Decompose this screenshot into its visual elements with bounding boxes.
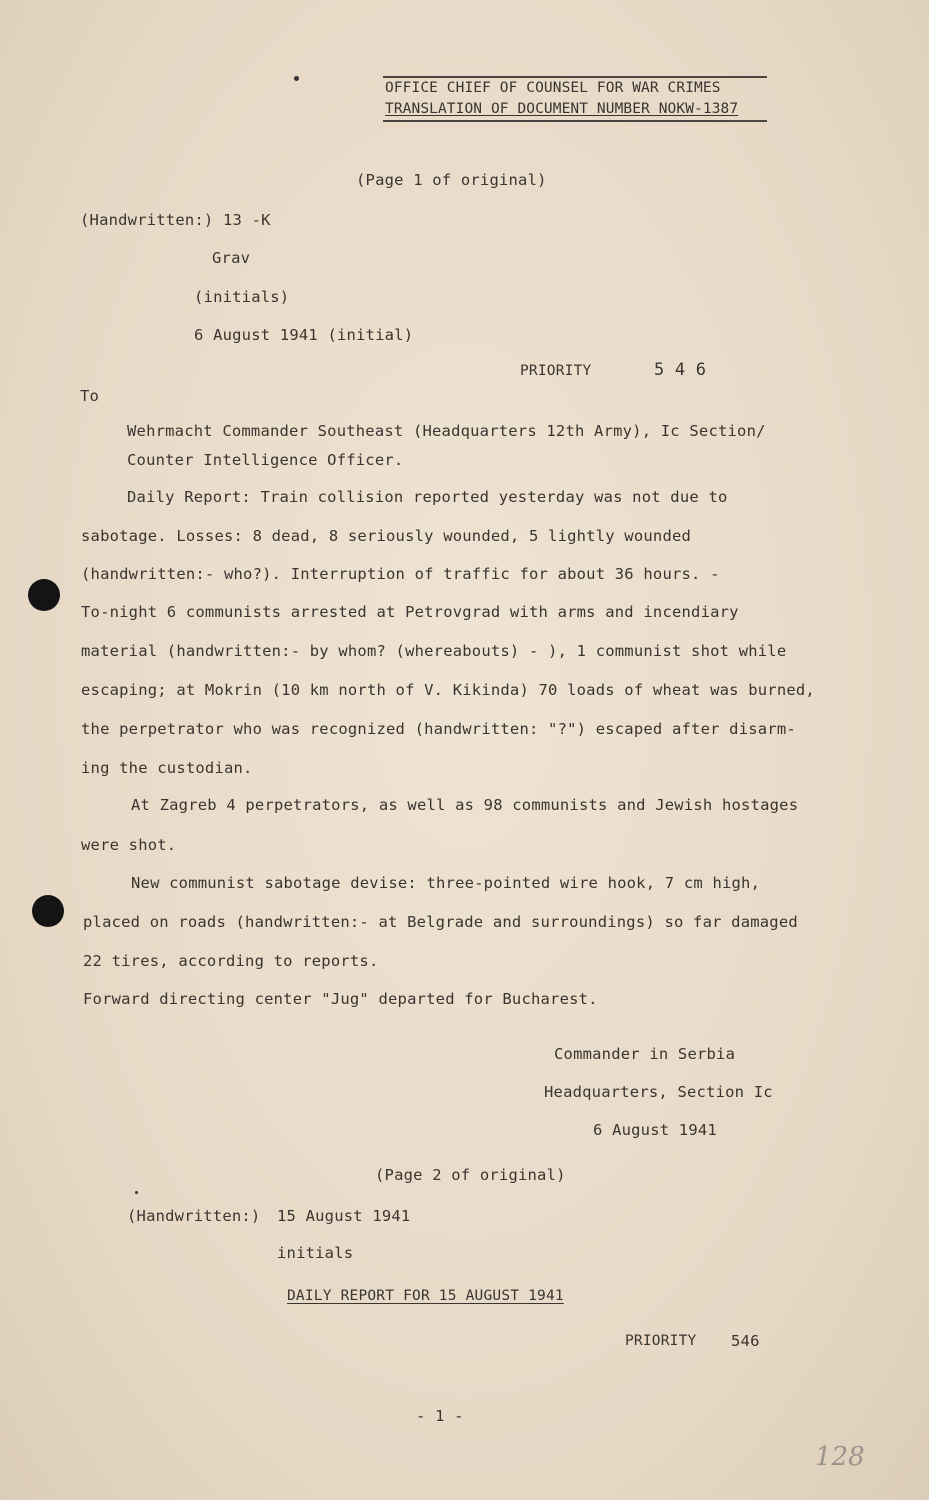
page-2-initials: initials — [277, 1244, 354, 1262]
ink-speck-2 — [135, 1191, 138, 1194]
page-2-label: (Page 2 of original) — [375, 1166, 566, 1184]
priority-value: 5 4 6 — [654, 360, 707, 380]
report-line-1: Daily Report: Train collision reported yesterday was not due to — [127, 488, 728, 506]
punch-hole-bottom — [32, 895, 64, 927]
page-1-label: (Page 1 of original) — [356, 171, 547, 189]
zagreb-line-1: At Zagreb 4 perpetrators, as well as 98 communists and Jewish hostages — [131, 796, 799, 814]
report-line-6: escaping; at Mokrin (10 km north of V. Kikinda) 70 loads of wheat was burned, — [81, 681, 815, 699]
zagreb-line-2: were shot. — [81, 836, 177, 854]
page-2-handwritten-date: 15 August 1941 — [277, 1207, 411, 1225]
page-2-priority-label: PRIORITY — [625, 1333, 697, 1349]
punch-hole-top — [28, 579, 60, 611]
addressee-line-2: Counter Intelligence Officer. — [127, 451, 404, 469]
sabotage-line-1: New communist sabotage devise: three-pointed wire hook, 7 cm high, — [131, 874, 761, 892]
initials-note: (initials) — [194, 288, 290, 306]
priority-label: PRIORITY — [520, 363, 592, 379]
handwritten-note: (Handwritten:) 13 -K — [80, 211, 271, 229]
to-label: To — [80, 387, 100, 405]
sabotage-line-2: placed on roads (handwritten:- at Belgrade and surroundings) so far damaged — [83, 913, 798, 931]
signature-date: 6 August 1941 — [593, 1121, 717, 1139]
forward-center-line: Forward directing center "Jug" departed for Bucharest. — [83, 990, 598, 1008]
addressee-line-1: Wehrmacht Commander Southeast (Headquarters 12th Army), Ic Section/ — [127, 422, 766, 440]
signature-line-1: Commander in Serbia — [554, 1045, 736, 1063]
pencil-page-number: 128 — [815, 1442, 865, 1472]
signature-line-2: Headquarters, Section Ic — [544, 1083, 773, 1101]
report-line-4: To-night 6 communists arrested at Petrovgrad with arms and incendiary — [81, 603, 739, 621]
report-line-7: the perpetrator who was recognized (handwritten: "?") escaped after disarm- — [81, 720, 796, 738]
date-initial-note: 6 August 1941 (initial) — [194, 326, 414, 344]
page-2-handwritten-label: (Handwritten:) — [127, 1207, 261, 1225]
ink-speck — [294, 76, 299, 81]
page-2-priority-value: 546 — [731, 1332, 760, 1350]
report-line-5: material (handwritten:- by whom? (whereabouts) - ), 1 communist shot while — [81, 642, 787, 660]
report-line-8: ing the custodian. — [81, 759, 253, 777]
page-number: - 1 - — [416, 1407, 464, 1425]
header-line-2: TRANSLATION OF DOCUMENT NUMBER NOKW-1387 — [385, 101, 739, 117]
report-line-3: (handwritten:- who?). Interruption of traffic for about 36 hours. - — [81, 565, 720, 583]
grav-note: Grav — [212, 249, 251, 267]
office-header — [383, 76, 767, 122]
report-line-2: sabotage. Losses: 8 dead, 8 seriously wounded, 5 lightly wounded — [81, 527, 692, 545]
daily-report-title: DAILY REPORT FOR 15 AUGUST 1941 — [287, 1288, 564, 1304]
sabotage-line-3: 22 tires, according to reports. — [83, 952, 379, 970]
header-line-1: OFFICE CHIEF OF COUNSEL FOR WAR CRIMES — [385, 80, 721, 96]
